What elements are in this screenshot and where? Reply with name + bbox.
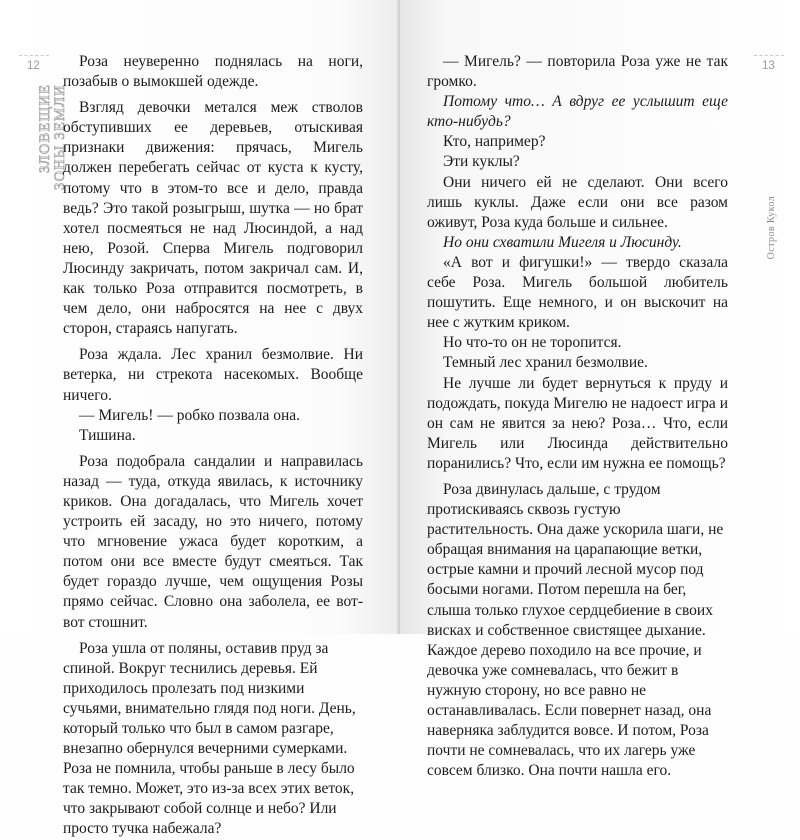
paragraph: Роза двинулась дальше, с трудом протискиваясь сквозь густую растительность. Она даже ускорила шаги, не обращая внимания на царапающие ветки, острые камни и прочий лесной мусор под босыми ногами. Потом перешла на бег, слыша только глухое сердцебиение в своих висках и собственное свистящее дыхание. Каждое дерево походило на все прочие, и девочка уже сомневалась, что бежит в нужную сторону, но все равно не останавливалась. Если повернет назад, она наверняка заблудится вовсе. И потом, Роза почти не сомневалась, что их лагерь уже совсем близко. Она почти нашла его. [427,480,724,780]
page-number: 13 [762,60,775,72]
series-label: Остров Кукол [766,196,777,260]
paragraph: Но что-то он не торопится. [443,334,622,352]
paragraph: Эти куклы? [443,153,520,171]
right-page [400,0,800,780]
paragraph: Темный лес хранил безмолвие. [443,354,648,372]
paragraph: Роза неуверенно поднялась на ноги, позабыв о вымокшей одежде. [63,53,363,91]
paragraph-italic: Потому что… А вдруг ее услышит еще кто-нибудь? [427,93,728,131]
paragraph: Тишина. [79,426,136,444]
paragraph: «А вот и фигушки!» — твердо сказала себе Роза. Мигель большой любитель пошутить. Еще немного, и он выскочит на нее с жутким криком. [427,253,728,332]
paragraph-italic: Но они схватили Мигеля и Люсинду. [443,233,682,251]
left-page [0,0,400,838]
paragraph: — Мигель! — робко позвала она. [79,406,301,424]
running-title-line: ЗЛОВЕЩИЕ [37,84,53,174]
paragraph: Роза подобрала сандалии и направилась назад — туда, откуда явилась, к источнику криков. Она догадалась, что Мигель хочет устроить ей засаду, но это ничего, потому что мгновение ужаса будет коротким, а потом они все вместе будут смеяться. Так будет гораздо лучше, чем ощущения Розы прямо сейчас. Словно она заболела, ее вот-вот стошнит. [63,452,363,631]
paragraph: Они ничего ей не сделают. Они всего лишь куклы. Даже если они все разом оживут, Роза куда больше и сильнее. [427,173,728,231]
page-number-rule [19,55,49,56]
body-text [427,52,728,781]
paragraph: Роза ждала. Лес хранил безмолвие. Ни ветерка, ни стрекота насекомых. Вообще ничего. [63,346,363,404]
page-number-rule [754,55,784,56]
paragraph: Роза ушла от поляны, оставив пруд за спиной. Вокруг теснились деревья. Ей приходилось пролезать под низкими сучьями, внимательно глядя под ноги. День, который только что был в самом разгаре, внезапно обернулся вечерними сумерками. Роза не помнила, чтобы раньше в лесу было так темно. Может, это из-за всех этих веток, что закрывают собой солнце и небо? Или просто тучка набежала? [63,639,356,838]
paragraph: — Мигель? — повторила Роза уже не так громко. [427,53,728,91]
paragraph: Не лучше ли будет вернуться к пруду и подождать, покуда Мигелю не надоест игра и он сам не явится за нею? Роза… Что, если Мигель или Люсинда действительно поранились? Что, если им нужна ее помощь? [427,374,728,472]
running-title-line: ЗОНЫ ЗЕМЛИ [52,84,68,190]
paragraph: Кто, например? [443,133,546,151]
paragraph: Взгляд девочки метался меж стволов обступивших ее деревьев, отыскивая признаки движения: прячась, Мигель должен перебегать сейчас от куста к кусту, потому что в этом-то все и дело, правда ведь? Это такой розыгрыш, шутка — но брат хотел посмеяться не над Люсиндой, а над нею, Розой. Сперва Мигель подговорил Люсинду закричать, потом закричал сам. И, как только Роза отправится посмотреть, в чем дело, они набросятся на нее с двух сторон, стараясь напугать. [63,99,363,338]
body-text [63,52,363,840]
page-number: 12 [27,60,40,72]
